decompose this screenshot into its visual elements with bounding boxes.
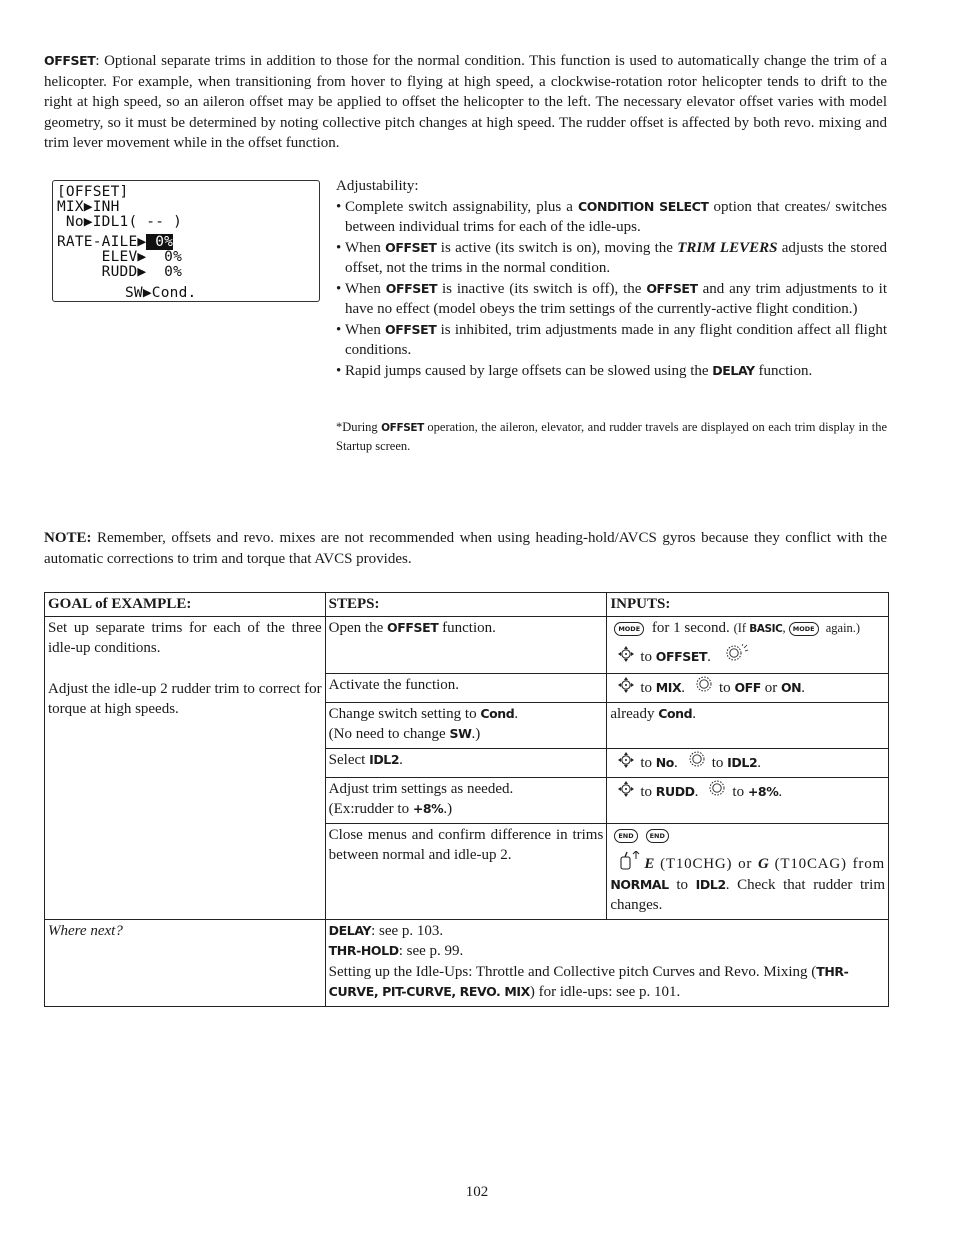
intro-paragraph: OFFSET: Optional separate trims in addition to those for the normal condition. This function is used to automatically change the trim of a helicopter. For example, when transitioning from hover to flying at high speed, a clockwise-rotation rotor helicopter tends to drift to the right at high speed, so an aileron offset may be applied to offset the helicopter to the left. The necessary elevator offset varies with model geometry, so it must be determined by noting collective pitch changes at high speed. The rudder offset is affected by both revo. mixing and trim lever movement while in the offset function. — [44, 53, 887, 151]
input-cell: to No. to IDL2. — [607, 748, 889, 777]
cursor-lever-icon — [618, 646, 636, 664]
table-row — [45, 616, 889, 673]
dial-icon — [708, 779, 728, 799]
mode-button-icon: MODE — [614, 622, 644, 636]
dial-icon — [688, 750, 708, 770]
input-cell: to RUDD. to +8%. — [607, 777, 889, 823]
footnote: *During OFFSET operation, the aileron, elevator, and rudder travels are displayed on each trim display in the Startup screen. — [336, 420, 887, 453]
page-number: 102 — [465, 1184, 489, 1200]
goal-cell: Set up separate trims for each of the three idle-up conditions. Adjust the idle-up 2 rudder trim to correct for torque at high speeds. — [45, 616, 326, 919]
lcd-switch-line: SW▶Cond. — [125, 285, 197, 301]
step-cell: Open the OFFSET function. — [325, 616, 607, 673]
lcd-selected-value: 0% — [146, 234, 174, 250]
step-cell: Change switch setting to Cond. (No need to change SW.) — [325, 702, 607, 748]
inputs-header: INPUTS: — [607, 593, 889, 617]
table-row — [45, 919, 889, 1006]
note-label: NOTE: — [44, 530, 92, 546]
where-next-cell: Where next? — [45, 919, 326, 1006]
input-cell: END END E (T10CHG) or G (T10CAG) from NORMAL to IDL2. Check that rudder trim changes. — [607, 823, 889, 919]
offset-keyword: OFFSET — [44, 53, 96, 68]
input-cell: already Cond. — [607, 702, 889, 748]
dial-press-icon — [725, 644, 749, 664]
list-item: • When OFFSET is active (its switch is on), moving the TRIM LEVERS adjusts the stored offset, not the trims in the normal condition. — [336, 238, 887, 279]
mode-button-icon: MODE — [789, 622, 819, 636]
adjustability-section — [336, 176, 887, 381]
list-item: • Rapid jumps caused by large offsets can be slowed using the DELAY function. — [336, 361, 887, 382]
input-cell: MODE for 1 second. (If BASIC, MODE again.) to OFFSET. — [607, 616, 889, 673]
step-cell: Close menus and confirm difference in trims between normal and idle-up 2. — [325, 823, 607, 919]
step-cell: Activate the function. — [325, 673, 607, 702]
step-cell: Adjust trim settings as needed. (Ex:rudder to +8%.) — [325, 777, 607, 823]
adjustability-heading: Adjustability: — [336, 178, 419, 194]
end-button-icon: END — [614, 829, 637, 843]
goal-header: GOAL of EXAMPLE: — [45, 593, 326, 617]
cursor-lever-icon — [618, 677, 636, 695]
cursor-lever-icon — [618, 752, 636, 770]
where-next-steps: DELAY: see p. 103. THR-HOLD: see p. 99. Setting up the Idle-Ups: Throttle and Collective pitch Curves and Revo. Mixing (THR-CURVE, PIT-CURVE, REVO. MIX) for idle-ups: see p. 101. — [325, 919, 888, 1006]
steps-header: STEPS: — [325, 593, 607, 617]
list-item: • When OFFSET is inhibited, trim adjustments made in any flight condition affect all flight conditions. — [336, 320, 887, 361]
switch-icon — [618, 851, 640, 871]
lcd-title: [OFFSET] — [57, 184, 129, 200]
end-button-icon: END — [646, 829, 669, 843]
lcd-rudd-line: RUDD▶ 0% — [57, 264, 183, 280]
lcd-aile-line: RATE-AILE▶ 0% — [57, 234, 174, 250]
input-cell: to MIX. to OFF or ON. — [607, 673, 889, 702]
list-item: • When OFFSET is inactive (its switch is off), the OFFSET and any trim adjustments to it have no effect (model obeys the trim settings of the currently-active flight condition.) — [336, 279, 887, 320]
step-cell: Select IDL2. — [325, 748, 607, 777]
lcd-mix-line: MIX▶INH — [57, 199, 120, 215]
lcd-screen — [52, 180, 320, 302]
cursor-lever-icon — [618, 781, 636, 799]
lcd-condition-line: No▶IDL1( -- ) — [57, 214, 183, 230]
dial-icon — [695, 675, 715, 695]
list-item: • Complete switch assignability, plus a CONDITION SELECT option that creates/ switches between individual trims for each of the idle-ups. — [336, 197, 887, 238]
table-header-row — [45, 593, 889, 617]
example-table — [44, 592, 889, 1007]
lcd-elev-line: ELEV▶ 0% — [57, 249, 183, 265]
note-paragraph: NOTE: Remember, offsets and revo. mixes are not recommended when using heading-hold/AVCS gyros because they conflict with the automatic corrections to trim and torque that AVCS provides. — [44, 530, 887, 567]
